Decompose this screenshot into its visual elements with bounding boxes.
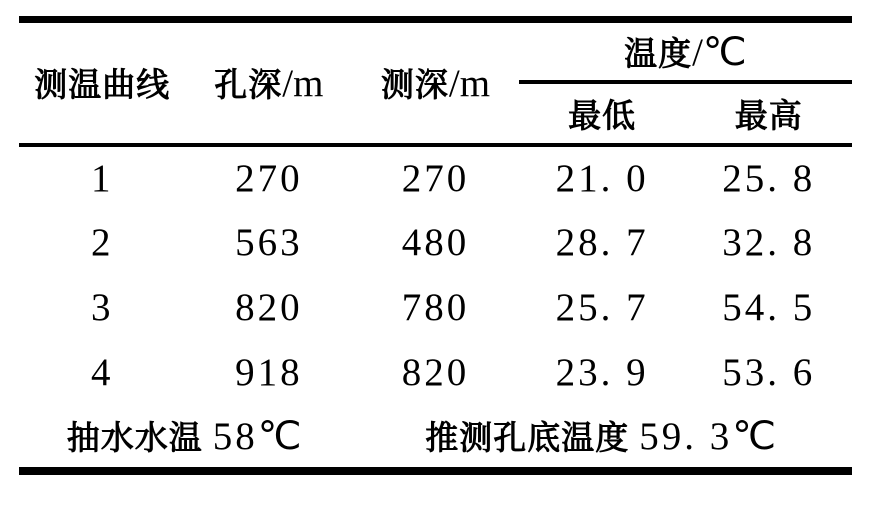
- measure-depth-header-label: 测深: [380, 66, 449, 104]
- hole-depth-header-label: 孔深: [214, 66, 283, 104]
- column-header-max-temp: [685, 82, 852, 145]
- cell-measure-depth: [352, 275, 519, 340]
- pumping-water-temperature-label: 抽水水温: [66, 419, 203, 456]
- hole-depth-value: 270: [235, 156, 303, 200]
- inferred-bottom-temperature-label: 推测孔底温度: [425, 419, 630, 456]
- inferred-bottom-temperature-note: [352, 405, 852, 471]
- cell-min-temp: [519, 210, 686, 275]
- table-row: [19, 340, 852, 405]
- column-header-curve: [19, 20, 186, 145]
- temperature-group-label: 温度: [624, 34, 693, 72]
- hole-depth-value: 918: [235, 350, 303, 394]
- max-temp-value: 25. 8: [722, 156, 816, 200]
- max-temp-value: 54. 5: [722, 285, 816, 329]
- cell-measure-depth: [352, 340, 519, 405]
- cell-max-temp: [685, 275, 852, 340]
- cell-max-temp: [685, 145, 852, 210]
- header-row-primary: [19, 20, 852, 82]
- cell-measure-depth: [352, 210, 519, 275]
- curve-value: 1: [91, 156, 114, 200]
- pumping-water-temperature-value: 58℃: [212, 415, 305, 458]
- cell-curve: [19, 210, 186, 275]
- curve-header-label: 测温曲线: [34, 66, 171, 104]
- cell-hole-depth: [186, 210, 353, 275]
- column-header-measure-depth: [352, 20, 519, 145]
- measure-depth-value: 780: [401, 285, 470, 329]
- max-temp-header-label: 最高: [734, 96, 803, 134]
- cell-curve: [19, 340, 186, 405]
- temperature-group-unit: /℃: [692, 30, 747, 74]
- hole-depth-unit: /m: [282, 62, 324, 106]
- table-footer-row: [19, 405, 852, 471]
- cell-min-temp: [519, 145, 686, 210]
- cell-min-temp: [519, 275, 686, 340]
- max-temp-value: 32. 8: [722, 220, 816, 264]
- column-header-min-temp: [519, 82, 686, 145]
- cell-curve: [19, 275, 186, 340]
- cell-max-temp: [685, 210, 852, 275]
- min-temp-header-label: 最低: [568, 96, 637, 134]
- cell-hole-depth: [186, 275, 353, 340]
- measure-depth-value: 480: [401, 220, 470, 264]
- pumping-water-temperature-note: [19, 405, 352, 471]
- measure-depth-value: 270: [401, 156, 470, 200]
- cell-measure-depth: [352, 145, 519, 210]
- curve-value: 3: [91, 285, 114, 329]
- cell-min-temp: [519, 340, 686, 405]
- cell-curve: [19, 145, 186, 210]
- curve-value: 4: [91, 350, 114, 394]
- table-row: [19, 210, 852, 275]
- min-temp-value: 28. 7: [555, 220, 649, 264]
- table-row: [19, 145, 852, 210]
- curve-value: 2: [91, 220, 114, 264]
- min-temp-value: 23. 9: [555, 350, 649, 394]
- hole-depth-value: 820: [235, 285, 303, 329]
- measure-depth-value: 820: [401, 350, 470, 394]
- max-temp-value: 53. 6: [722, 350, 816, 394]
- min-temp-value: 21. 0: [555, 156, 649, 200]
- cell-hole-depth: [186, 145, 353, 210]
- column-header-temperature-group: [519, 20, 852, 82]
- table-row: [19, 275, 852, 340]
- temperature-measurement-table: [19, 16, 852, 475]
- cell-hole-depth: [186, 340, 353, 405]
- measure-depth-unit: /m: [448, 62, 491, 106]
- min-temp-value: 25. 7: [555, 285, 649, 329]
- cell-max-temp: [685, 340, 852, 405]
- inferred-bottom-temperature-value: 59. 3℃: [639, 415, 779, 458]
- column-header-hole-depth: [186, 20, 353, 145]
- hole-depth-value: 563: [235, 220, 303, 264]
